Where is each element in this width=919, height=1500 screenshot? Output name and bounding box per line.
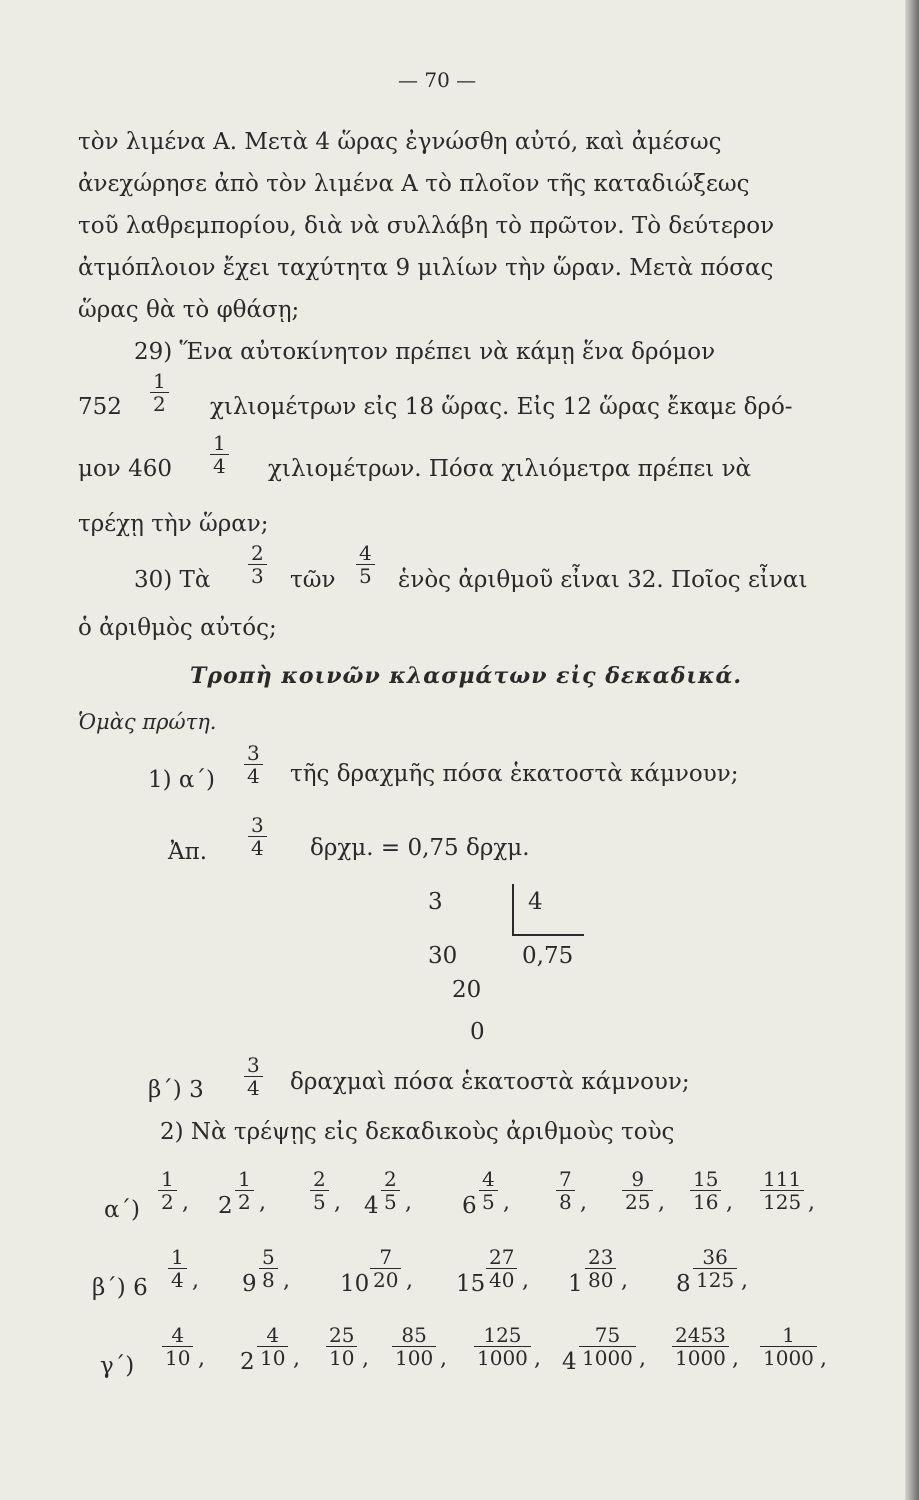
separator: , xyxy=(726,1190,733,1215)
separator: , xyxy=(182,1190,189,1215)
division-remainder: 20 xyxy=(452,977,482,1003)
answer-label: Ἀπ. xyxy=(168,839,208,865)
fraction xyxy=(579,1324,636,1369)
page-edge-shadow xyxy=(905,0,919,1500)
denominator: 1000 xyxy=(763,1346,814,1370)
text-fragment: μον 460 xyxy=(78,456,172,482)
text-fragment: τῆς δραχμῆς πόσα ἑκατοστὰ κάμνουν; xyxy=(290,761,739,787)
numerator: 4 xyxy=(162,1324,193,1347)
fraction xyxy=(392,1324,436,1369)
denominator: 4 xyxy=(251,836,264,860)
numerator: 2 xyxy=(310,1168,329,1191)
numerator: 4 xyxy=(356,542,375,565)
group-heading: Ὁμὰς πρώτη. xyxy=(78,710,217,734)
denominator: 4 xyxy=(247,1076,260,1100)
fraction xyxy=(310,1168,329,1213)
separator: , xyxy=(259,1190,266,1215)
text-line: ὥρας θὰ τὸ φθάσῃ; xyxy=(78,297,300,323)
fraction xyxy=(622,1168,653,1213)
whole-part: 1 xyxy=(568,1271,583,1297)
denominator: 125 xyxy=(696,1268,735,1292)
problem-30: 30) Τὰ xyxy=(134,567,211,593)
fraction xyxy=(479,1168,498,1213)
fraction xyxy=(486,1246,517,1291)
numerator: 1 xyxy=(150,370,169,393)
numerator: 25 xyxy=(326,1324,357,1347)
whole-part: 4 xyxy=(364,1193,379,1219)
text-fragment: τῶν xyxy=(290,567,336,593)
text-fragment: χιλιομέτρων. Πόσα χιλιόμετρα πρέπει νὰ xyxy=(268,456,752,482)
separator: , xyxy=(808,1190,815,1215)
numerator: 4 xyxy=(479,1168,498,1191)
whole-part: 9 xyxy=(242,1271,257,1297)
fraction xyxy=(356,542,375,587)
numerator: 23 xyxy=(585,1246,616,1269)
denominator: 16 xyxy=(693,1190,719,1214)
numerator: 85 xyxy=(392,1324,436,1347)
denominator: 5 xyxy=(384,1190,397,1214)
separator: , xyxy=(580,1190,587,1215)
fraction xyxy=(326,1324,357,1369)
fraction xyxy=(158,1168,177,1213)
text-line: ἀνεχώρησε ἀπὸ τὸν λιμένα Α τὸ πλοῖον τῆς καταδιώξεως xyxy=(78,171,750,197)
numerator: 1 xyxy=(158,1168,177,1191)
fraction xyxy=(556,1168,575,1213)
separator: , xyxy=(406,1268,413,1293)
fraction xyxy=(257,1324,288,1369)
numerator: 1 xyxy=(235,1168,254,1191)
separator: , xyxy=(405,1190,412,1215)
text-fragment: δραχμαὶ πόσα ἑκατοστὰ κάμνουν; xyxy=(290,1069,690,1095)
fraction xyxy=(370,1246,401,1291)
separator: , xyxy=(283,1268,290,1293)
fraction xyxy=(244,1054,263,1099)
numerator: 2 xyxy=(248,542,267,565)
text-line: ἀτμόπλοιον ἔχει ταχύτητα 9 μιλίων τὴν ὥραν. Μετὰ πόσας xyxy=(78,255,774,281)
text-fragment: 752 xyxy=(78,394,122,420)
denominator: 5 xyxy=(359,564,372,588)
numerator: 3 xyxy=(244,742,263,765)
separator: , xyxy=(334,1190,341,1215)
numerator: 27 xyxy=(486,1246,517,1269)
numerator: 75 xyxy=(579,1324,636,1347)
numerator: 111 xyxy=(760,1168,804,1191)
denominator: 5 xyxy=(313,1190,326,1214)
numerator: 125 xyxy=(474,1324,531,1347)
problem-29: 29) Ἕνα αὐτοκίνητον πρέπει νὰ κάμῃ ἕνα δρόμον xyxy=(134,339,716,365)
whole-part: 15 xyxy=(456,1271,486,1297)
fraction xyxy=(150,370,169,415)
denominator: 4 xyxy=(171,1268,184,1292)
denominator: 1000 xyxy=(477,1346,528,1370)
denominator: 10 xyxy=(329,1346,355,1370)
whole-part: 10 xyxy=(340,1271,370,1297)
numerator: 15 xyxy=(690,1168,721,1191)
fraction xyxy=(259,1246,278,1291)
denominator: 100 xyxy=(395,1346,434,1370)
fraction xyxy=(760,1324,817,1369)
denominator: 4 xyxy=(213,454,226,478)
text-fragment: χιλιομέτρων εἰς 18 ὥρας. Εἰς 12 ὥρας ἔκαμε δρό- xyxy=(210,394,793,420)
fraction xyxy=(235,1168,254,1213)
separator: , xyxy=(820,1346,827,1371)
numerator: 1 xyxy=(210,432,229,455)
numerator: 9 xyxy=(622,1168,653,1191)
page-number: — 70 — xyxy=(398,68,477,92)
division-bar-vertical xyxy=(512,884,514,936)
text-line: τὸν λιμένα Α. Μετὰ 4 ὥρας ἐγνώσθη αὐτό, καὶ ἀμέσως xyxy=(78,129,722,155)
separator: , xyxy=(741,1268,748,1293)
fraction xyxy=(693,1246,737,1291)
denominator: 8 xyxy=(262,1268,275,1292)
row-label-gamma: γ΄) xyxy=(100,1353,135,1379)
division-bar-horizontal xyxy=(512,934,584,936)
fraction xyxy=(381,1168,400,1213)
text-line: τρέχῃ τὴν ὥραν; xyxy=(78,511,269,537)
numerator: 4 xyxy=(257,1324,288,1347)
whole-part: 2 xyxy=(240,1349,255,1375)
fraction xyxy=(248,814,267,859)
numerator: 3 xyxy=(244,1054,263,1077)
separator: , xyxy=(440,1346,447,1371)
text-line: ὁ ἀριθμὸς αὐτός; xyxy=(78,615,277,641)
division-remainder: 0 xyxy=(470,1019,485,1045)
fraction xyxy=(162,1324,193,1369)
denominator: 125 xyxy=(763,1190,802,1214)
whole-part: 4 xyxy=(562,1349,577,1375)
section-heading: Τροπὴ κοινῶν κλασμάτων εἰς δεκαδικά. xyxy=(190,663,743,689)
separator: , xyxy=(503,1190,510,1215)
numerator: 2453 xyxy=(672,1324,729,1347)
division-quotient: 0,75 xyxy=(522,943,574,969)
fraction xyxy=(168,1246,187,1291)
numerator: 7 xyxy=(370,1246,401,1269)
denominator: 10 xyxy=(260,1346,286,1370)
numerator: 3 xyxy=(248,814,267,837)
separator: , xyxy=(534,1346,541,1371)
denominator: 20 xyxy=(373,1268,399,1292)
denominator: 10 xyxy=(165,1346,191,1370)
division-remainder: 30 xyxy=(428,943,458,969)
denominator: 4 xyxy=(247,764,260,788)
denominator: 5 xyxy=(482,1190,495,1214)
separator: , xyxy=(362,1346,369,1371)
row-label-alpha: α΄) xyxy=(104,1197,141,1223)
fraction xyxy=(690,1168,721,1213)
question-1a: 1) α΄) xyxy=(148,767,215,793)
separator: , xyxy=(658,1190,665,1215)
denominator: 80 xyxy=(588,1268,614,1292)
whole-part: 2 xyxy=(218,1193,233,1219)
numerator: 36 xyxy=(693,1246,737,1269)
fraction xyxy=(672,1324,729,1369)
fraction xyxy=(210,432,229,477)
separator: , xyxy=(621,1268,628,1293)
separator: , xyxy=(192,1268,199,1293)
fraction xyxy=(474,1324,531,1369)
fraction xyxy=(248,542,267,587)
numerator: 5 xyxy=(259,1246,278,1269)
fraction xyxy=(244,742,263,787)
denominator: 2 xyxy=(153,392,166,416)
fraction xyxy=(760,1168,804,1213)
denominator: 3 xyxy=(251,564,264,588)
denominator: 2 xyxy=(161,1190,174,1214)
row-label-beta: β΄) 6 xyxy=(92,1275,148,1301)
denominator: 1000 xyxy=(582,1346,633,1370)
division-dividend: 3 xyxy=(428,889,443,915)
separator: , xyxy=(522,1268,529,1293)
separator: , xyxy=(732,1346,739,1371)
division-divisor: 4 xyxy=(528,889,543,915)
text-line: τοῦ λαθρεμπορίου, διὰ νὰ συλλάβη τὸ πρῶτον. Τὸ δεύτερον xyxy=(78,213,775,239)
separator: , xyxy=(198,1346,205,1371)
whole-part: 8 xyxy=(676,1271,691,1297)
text-fragment: ἑνὸς ἀριθμοῦ εἶναι 32. Ποῖος εἶναι xyxy=(398,567,808,593)
numerator: 2 xyxy=(381,1168,400,1191)
numerator: 1 xyxy=(168,1246,187,1269)
denominator: 1000 xyxy=(675,1346,726,1370)
denominator: 2 xyxy=(238,1190,251,1214)
answer-text: δρχμ. = 0,75 δρχμ. xyxy=(310,835,530,861)
question-1b: β΄) 3 xyxy=(148,1077,204,1103)
denominator: 8 xyxy=(559,1190,572,1214)
fraction xyxy=(585,1246,616,1291)
denominator: 25 xyxy=(625,1190,651,1214)
denominator: 40 xyxy=(489,1268,515,1292)
separator: , xyxy=(639,1346,646,1371)
whole-part: 6 xyxy=(462,1193,477,1219)
numerator: 7 xyxy=(556,1168,575,1191)
question-2: 2) Νὰ τρέψῃς εἰς δεκαδικοὺς ἀριθμοὺς τοὺς xyxy=(160,1119,675,1145)
separator: , xyxy=(293,1346,300,1371)
numerator: 1 xyxy=(760,1324,817,1347)
